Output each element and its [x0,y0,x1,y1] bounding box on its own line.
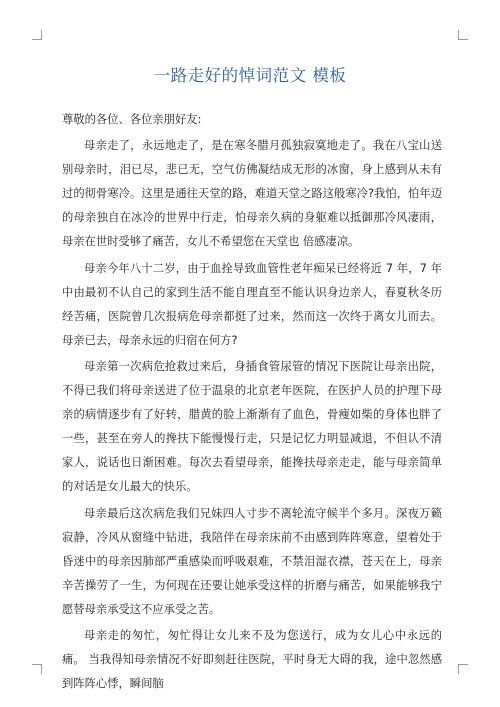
crop-mark-bottom-right [458,664,468,674]
crop-mark-top-right [458,30,468,40]
paragraph-4: 母亲最后这次病危我们兄妹四人寸步不离轮流守候半个多月。深夜万籁寂静，冷风从窗缝中钻进，我陪伴在母亲床前不由感到阵阵寒意，望着处于昏迷中的母亲因肺部严重感染而呼吸艰难，不禁泪湿衣襟，苍天在上，母亲辛苦操劳了一生，为何现在还要让她承受这样的折磨与痛苦，如果能够我宁愿替母亲承受这不应承受之苦。 [62,506,442,616]
crop-mark-top-left [32,30,42,40]
greeting-line: 尊敬的各位、各位亲朋好友: [62,113,202,126]
paragraph-5: 母亲走的匆忙，匆忙得让女儿来不及为您送行，成为女儿心中永远的痛。 当我得知母亲情况不好即刻赶往医院，平时身无大碍的我，途中忽然感到阵阵心悸，瞬间脑 [62,628,442,691]
document-body [62,108,442,698]
paragraph-2: 母亲今年八十二岁，由于血拴导致血管性老年痴呆已经将近 7 年，7 年中由最初不认自己的家到生活不能自理直至不能认识身边亲人，春夏秋冬历经苦痛，医院曾几次报病危母亲都挺了过来，然而这一次终于离女儿而去。母亲已去，母亲永远的归宿在何方? [62,261,442,347]
crop-mark-bottom-left [32,664,42,674]
paragraph-3: 母亲第一次病危抢救过来后，身插食管尿管的情况下医院让母亲出院，不得已我们将母亲送进了位于温泉的北京老年医院，在医护人员的护理下母亲的病情逐步有了好转，腊黄的脸上渐渐有了血色，骨瘦如柴的身体也胖了一些，甚至在旁人的搀扶下能慢慢行走，只是记忆力明显减退，不但认不清家人，说话也日渐困难。每次去看望母亲，能搀扶母亲走走，能与母亲简单的对话是女儿最大的快乐。 [62,359,442,494]
document-title: 一路走好的悼词范文 模板 [153,66,347,85]
paragraph-1: 母亲走了，永远地走了，是在寒冬腊月孤独寂寞地走了。我在八宝山送别母亲时，泪已尽，悲已无，空气仿佛凝结成无形的冰窗，身上感到从未有过的彻骨寒冷。这里是通往天堂的路，难道天堂之路这般寒冷?我怕，怕年迈的母亲独自在冰冷的世界中行走，怕母亲久病的身躯难以抵御那冷风凄雨，母亲在世时受够了痛苦，女儿不希望您在天堂也 倍感凄凉。 [62,139,442,249]
